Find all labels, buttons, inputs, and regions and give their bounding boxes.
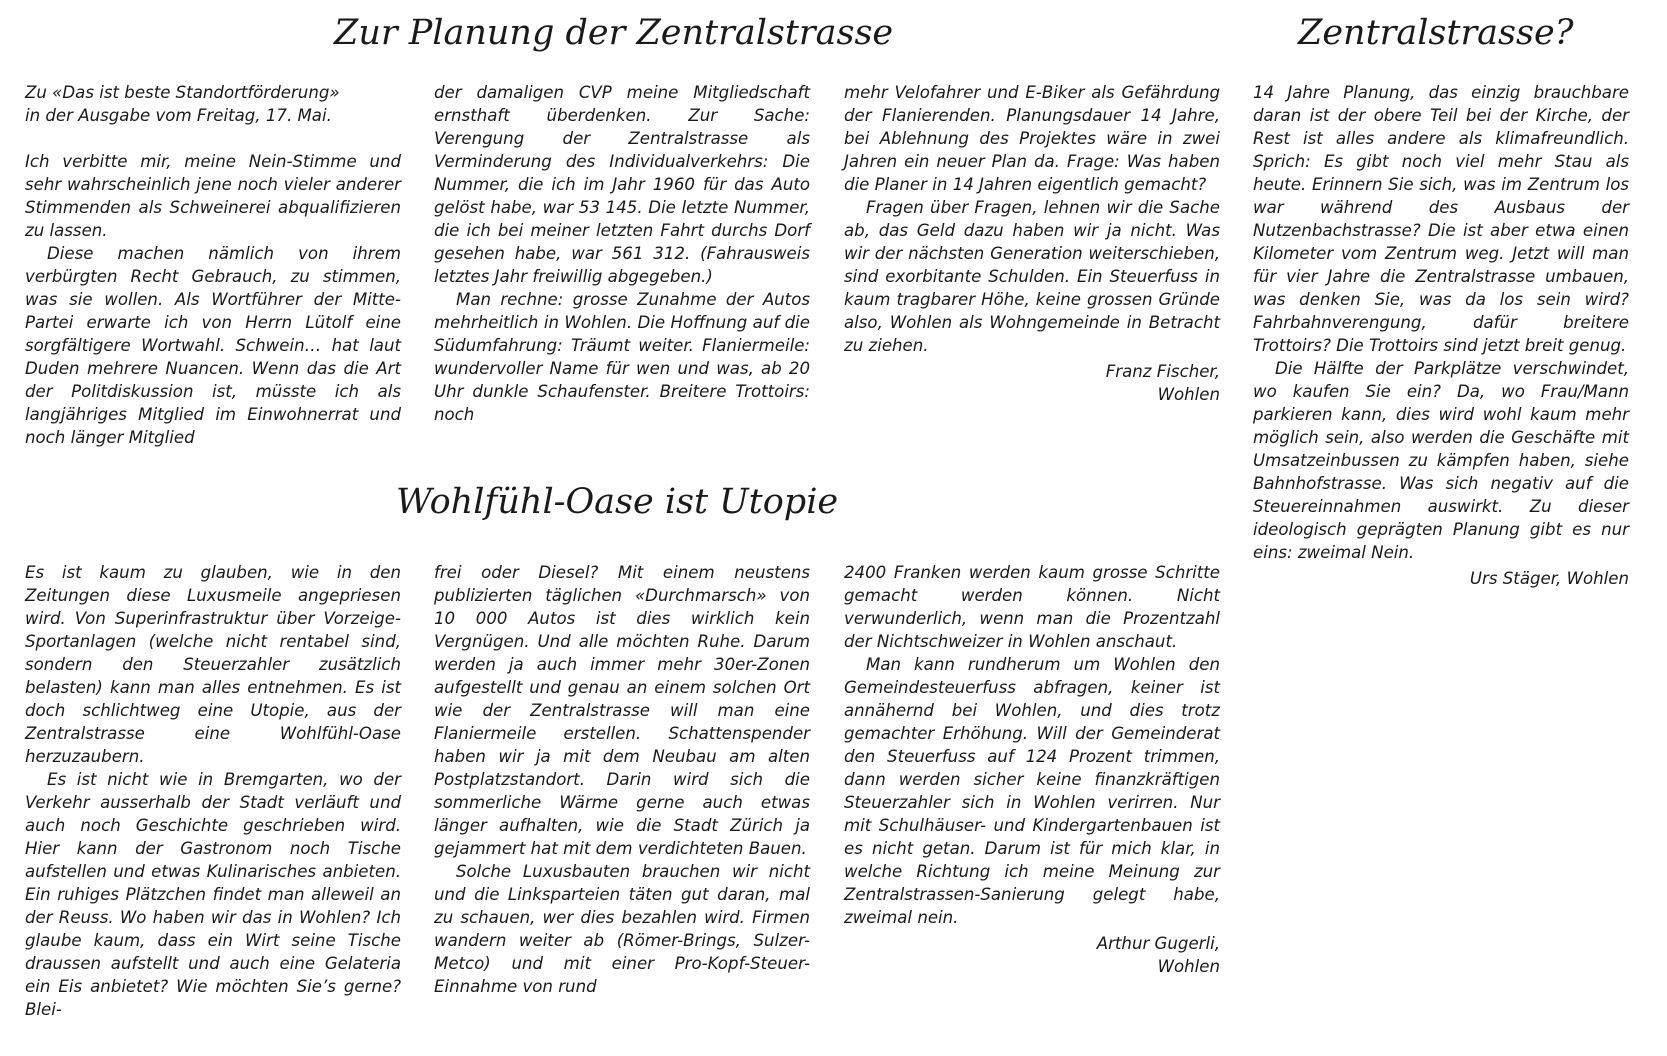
headline-zur-planung: Zur Planung der Zentralstrasse (334, 13, 894, 53)
article2-paragraph: Es ist kaum zu glauben, wie in den Zeitungen diese Luxusmeile angepriesen wird. Von Superinfrastruktur über Vorzeige-Sportanlagen (welche nicht rentabel sind, sondern den Steuerzahler zusätzlich belasten) kann man alles entnehmen. Es ist doch schlichtweg eine Utopie, aus der Zentralstrasse eine Wohlfühl-Oase herzuzaubern. (25, 563, 401, 766)
article1-paragraph: mehr Velofahrer und E-Biker als Gefährdung der Flanierenden. Planungsdauer 14 Jahre, bei Ablehnung des Projektes wäre in zwei Jahren ein neuer Plan da. Frage: Was haben die Planer in 14 Jahren eigentlich gemacht? (844, 83, 1220, 194)
article1-reference-line: Zu «Das ist beste Standortförderung» (25, 83, 340, 102)
article1-paragraph: Man rechne: grosse Zunahme der Autos mehrheitlich in Wohlen. Die Hoffnung auf die Südumfahrung: Träumt weiter. Flaniermeile: wundervoller Name für wen und was, ab 20 Uhr dunkle Schaufenster. Breitere Trottoirs: noch (434, 290, 810, 424)
article1-paragraph: Ich verbitte mir, meine Nein-Stimme und sehr wahrscheinlich jene noch vieler anderer Stimmenden als Schweinerei abqualifizieren zu lassen. (25, 152, 401, 240)
article1-column-2 (434, 81, 810, 426)
article1-paragraph: Diese machen nämlich von ihrem verbürgten Recht Gebrauch, zu stimmen, was sie wollen. Als Wortführer der Mitte-Partei erwarte ich von Herrn Lütolf eine sorgfältigere Wortwahl. Schwein… hat laut Duden mehrere Nuancen. Wenn das die Art der Politdiskussion ist, müsste ich als langjähriges Mitglied im Einwohnerrat und noch länger Mitglied (25, 244, 401, 447)
article2-paragraph: 2400 Franken werden kaum grosse Schritte gemacht werden können. Nicht verwunderlich, wenn man die Prozentzahl der Nichtschweizer in Wohlen anschaut. (844, 563, 1220, 651)
article1-paragraph: Fragen über Fragen, lehnen wir die Sache ab, das Geld dazu haben wir ja nicht. Was wir der nächsten Generation weiterschieben, sind exorbitante Schulden. Ein Steuerfuss in kaum tragbarer Höhe, keine grossen Gründe also, Wohlen als Wohngemeinde in Betracht zu ziehen. (844, 198, 1220, 355)
article1-signature (844, 360, 1220, 406)
article3-paragraph: Die Hälfte der Parkplätze verschwindet, wo kaufen Sie ein? Da, wo Frau/Mann parkieren kann, dies wird wohl kaum mehr möglich sein, also werden die Geschäfte mit Umsatzeinbussen zu kämpfen haben, siehe Bahnhofstrasse. Was sich negativ auf die Steuereinnahmen auswirkt. Zu dieser ideologisch geprägten Planung gibt es nur eins: zweimal Nein. (1253, 359, 1629, 562)
article2-signature (844, 932, 1220, 978)
article1-column-1 (25, 81, 401, 449)
article1-paragraph: der damaligen CVP meine Mitgliedschaft ernsthaft überdenken. Zur Sache: Verengung der Zentralstrasse als Verminderung des Individualverkehrs: Die Nummer, die ich im Jahr 1960 für das Auto gelöst habe, war 53 145. Die letzte Nummer, die ich bei meiner letzten Fahrt durchs Dorf gesehen habe, war 561 312. (Fahrausweis letztes Jahr freiwillig abgegeben.) (434, 83, 810, 286)
article2-column-3 (844, 561, 1220, 978)
article1-reference-line: in der Ausgabe vom Freitag, 17. Mai. (25, 106, 332, 125)
article2-column-1 (25, 561, 401, 1021)
signature-name: Franz Fischer, (1105, 362, 1220, 381)
article3-signature (1253, 567, 1629, 590)
article2-paragraph: Solche Luxusbauten brauchen wir nicht und die Linksparteien täten gut daran, mal zu schauen, wer dies bezahlen wird. Firmen wandern weiter ab (Römer-Brings, Sulzer-Metco) und mit einer Pro-Kopf-Steuer-Einnahme von rund (434, 862, 810, 996)
article1-column-3 (844, 81, 1220, 406)
signature-place: Wohlen (1157, 385, 1220, 404)
article2-column-2 (434, 561, 810, 998)
article2-paragraph: Es ist nicht wie in Bremgarten, wo der Verkehr ausserhalb der Stadt verläuft und auch noch Geschichte geschrieben wird. Hier kann der Gastronom noch Tische aufstellen und etwas Kulinarisches anbieten. Ein ruhiges Plätzchen findet man alleweil an der Reuss. Wo haben wir das in Wohlen? Ich glaube kaum, dass ein Wirt seine Tische draussen aufstellt und auch eine Gelateria ein Eis anbietet? Wie möchten Sie’s gerne? Blei- (25, 770, 401, 1019)
signature-name: Arthur Gugerli, (1096, 934, 1220, 953)
article2-paragraph: Man kann rundherum um Wohlen den Gemeindesteuerfuss abfragen, keiner ist annähernd bei Wohlen, und dies trotz gemachter Erhöhung. Will der Gemeinderat den Steuerfuss auf 124 Prozent trimmen, dann werden sicher keine finanzkräftigen Steuerzahler sich in Wohlen verirren. Nur mit Schulhäuser- und Kindergartenbauen ist es nicht getan. Darum ist für mich klar, in welche Richtung ich meine Meinung zur Zentralstrassen-Sanierung gelegt habe, zweimal nein. (844, 655, 1220, 927)
article3-paragraph: 14 Jahre Planung, das einzig brauchbare daran ist der obere Teil bei der Kirche, der Rest ist alles andere als klimafreundlich. Sprich: Es gibt noch viel mehr Stau als heute. Erinnern Sie sich, was im Zentrum los war während des Ausbaus der Nutzenbachstrasse? Die ist aber etwa einen Kilometer vom Zentrum weg. Jetzt will man für vier Jahre die Zentralstrasse umbauen, was denken Sie, was da los sein wird? Fahrbahnverengung, dafür breitere Trottoirs? Die Trottoirs sind jetzt breit genug. (1253, 83, 1629, 355)
signature-name: Urs Stäger, Wohlen (1469, 569, 1629, 588)
headline-zentralstrasse: Zentralstrasse? (1298, 13, 1574, 53)
headline-wohlfuehl-oase: Wohlfühl-Oase ist Utopie (396, 482, 839, 522)
article3-column (1253, 81, 1629, 590)
signature-place: Wohlen (1157, 957, 1220, 976)
article2-paragraph: frei oder Diesel? Mit einem neustens publizierten täglichen «Durchmarsch» von 10 000 Autos ist dies wirklich kein Vergnügen. Und alle möchten Ruhe. Darum werden ja auch immer mehr 30er-Zonen aufgestellt und genau an einem solchen Ort wie der Zentralstrasse will man eine Flaniermeile erstellen. Schattenspender haben wir ja mit dem Neubau am alten Postplatzstandort. Darin wird sich die sommerliche Wärme gerne auch etwas länger aufhalten, wie die Stadt Zürich ja gejammert hat mit dem verdichteten Bauen. (434, 563, 810, 858)
